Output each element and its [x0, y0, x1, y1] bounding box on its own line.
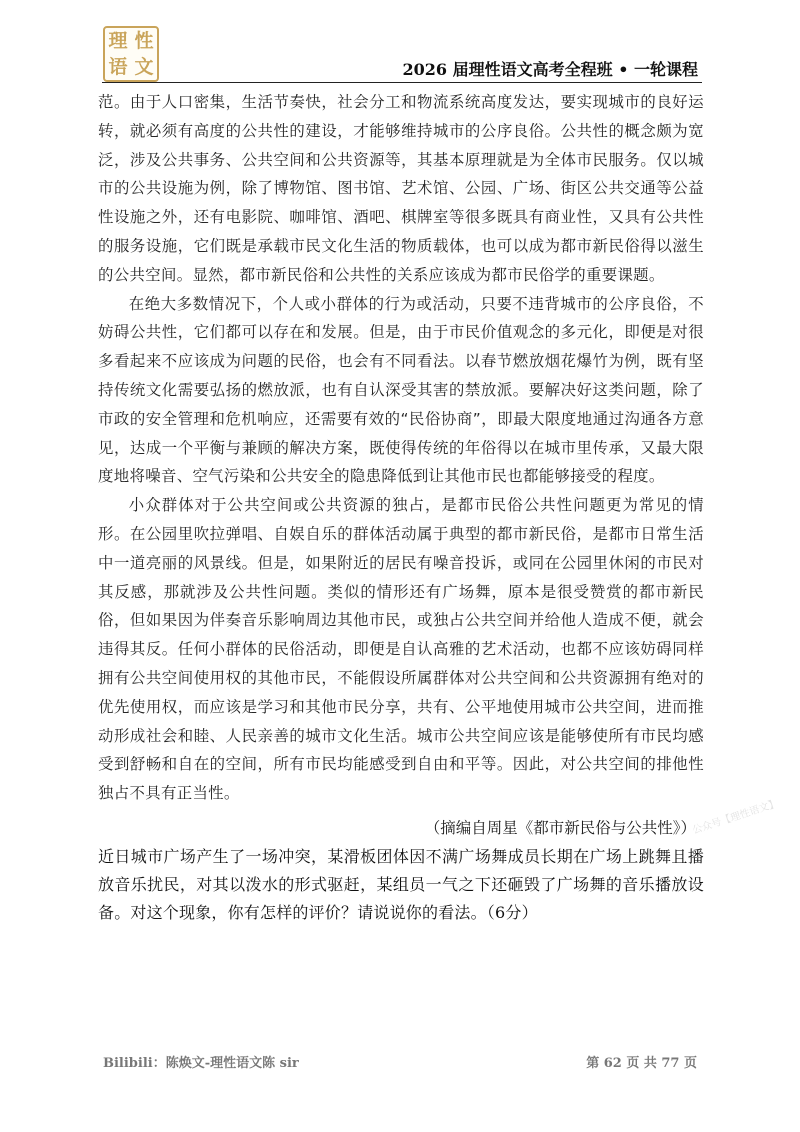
article-paragraph: 范。由于人口密集，生活节奏快，社会分工和物流系统高度发达，要实现城市的良好运转，就必须有高度的公共性的建设，才能够维持城市的公序良俗。公共性的概念颇为宽泛，涉及公共事务、公共空间和公共资源等，其基本原理就是为全体市民服务。仅以城市的公共设施为例，除了博物馆、图书馆、艺术馆、公园、广场、街区公共交通等公益性设施之外，还有电影院、咖啡馆、酒吧、棋牌室等很多既具有商业性，又具有公共性的服务设施，它们既是承载市民文化生活的物质载体，也可以成为都市新民俗得以滋生的公共空间。显然，都市新民俗和公共性的关系应该成为都市民俗学的重要课题。 — [98, 93, 704, 284]
logo-char: 性 — [134, 29, 154, 52]
logo-char: 文 — [134, 55, 154, 78]
logo-char: 语 — [108, 55, 128, 78]
question-text: 近日城市广场产生了一场冲突，某滑板团体因不满广场舞成员长期在广场上跳舞且播放音乐扰民，对其以泼水的形式驱赶，某组员一气之下还砸毁了广场舞的音乐播放设备。对这个现象，你有怎样的评价？请说说你的看法。（6分） — [98, 847, 704, 922]
footer-author: Bilibili：陈焕文-理性语文陈 sir — [103, 1056, 299, 1071]
watermark-text: 公众号【理性语文】 — [691, 798, 781, 837]
article-paragraph: 小众群体对于公共空间或公共资源的独占，是都市民俗公共性问题更为常见的情形。在公园里吹拉弹唱、自娱自乐的群体活动属于典型的都市新民俗，是都市日常生活中一道亮丽的风景线。但是，如果附近的居民有噪音投诉，或同在公园里休闲的市民对其反感，那就涉及公共性问题。类似的情形还有广场舞，原本是很受赞赏的都市新民俗，但如果因为伴奏音乐影响周边其他市民，或独占公共空间并给他人造成不便，就会违得其反。任何小群体的民俗活动，即便是自认高雅的艺术活动，也都不应该妨碍同样拥有公共空间使用权的其他市民，不能假设所属群体对公共空间和公共资源拥有绝对的优先使用权，而应该是学习和其他市民分享，共有、公平地使用城市公共空间，进而推动形成社会和睦、人民亲善的城市文化生活。城市公共空间应该是能够使所有市民均感受到舒畅和自在的空间，所有市民均能感受到自由和平等。因此，对公共空间的排他性独占不具有正当性。 — [98, 496, 704, 803]
header-divider — [102, 82, 702, 83]
page-number: 第 62 页 共 77 页 — [586, 1056, 697, 1071]
brand-logo — [103, 26, 159, 82]
logo-char: 理 — [108, 29, 128, 52]
page-header-title: 2026 届理性语文高考全程班 • 一轮课程 — [402, 60, 698, 79]
article-body — [98, 88, 704, 808]
article-paragraph: 在绝大多数情况下，个人或小群体的行为或活动，只要不违背城市的公序良俗，不妨碍公共性，它们都可以存在和发展。但是，由于市民价值观念的多元化，即便是对很多看起来不应该成为问题的民俗，也会有不同看法。以春节燃放烟花爆竹为例，既有坚持传统文化需要弘扬的燃放派，也有自认深受其害的禁放派。要解决好这类问题，除了市政的安全管理和危机响应，还需要有效的“民俗协商”，即最大限度地通过沟通各方意见，达成一个平衡与兼顾的解决方案，既使得传统的年俗得以在城市里传承，又最大限度地将噪音、空气污染和公共安全的隐患降低到让其他市民也都能够接受的程度。 — [98, 294, 704, 486]
article-source: （摘编自周星《都市新民俗与公共性》） — [424, 819, 696, 837]
